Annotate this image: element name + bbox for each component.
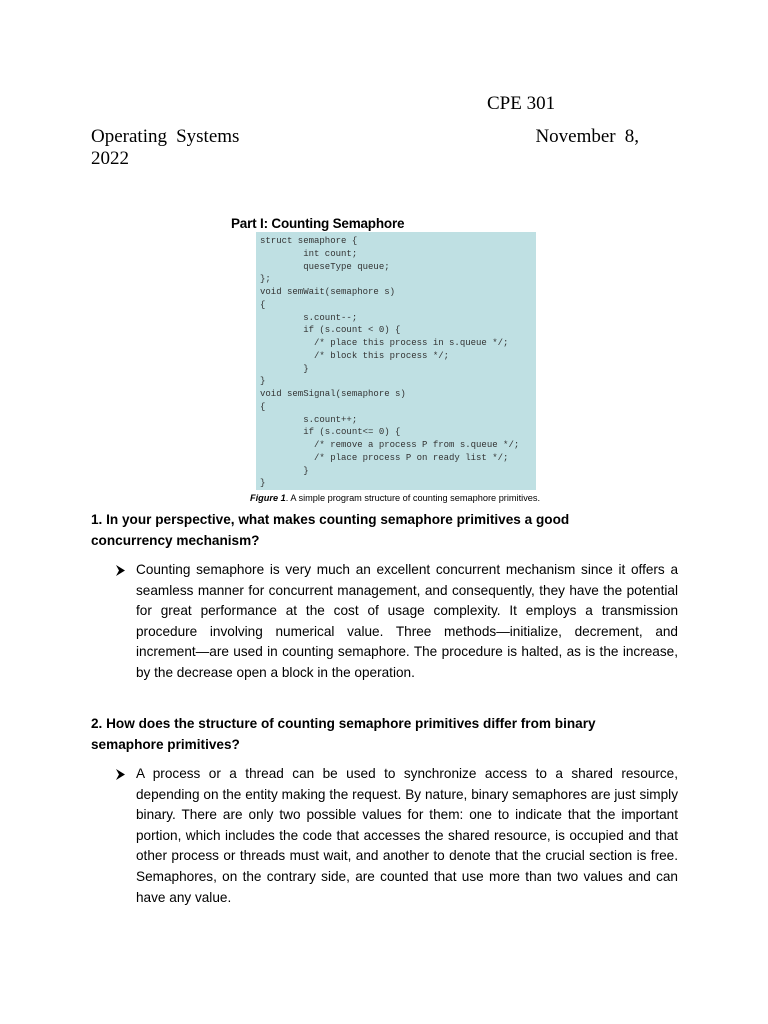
caption-text: . A simple program structure of counting semaphore primitives. <box>285 493 541 503</box>
code-line: } <box>260 376 266 387</box>
code-line: if (s.count < 0) { <box>260 325 401 336</box>
code-line: s.count++; <box>260 414 358 425</box>
subject-title: Operating Systems <box>91 126 240 147</box>
code-line: if (s.count<= 0) { <box>260 427 401 438</box>
code-line: }; <box>260 274 271 285</box>
date-year: 2022 <box>91 148 129 169</box>
code-line: } <box>260 465 309 476</box>
code-line: void semWait(semaphore s) <box>260 287 396 297</box>
code-line: } <box>260 363 309 374</box>
figure-1 <box>231 216 543 504</box>
code-listing <box>256 232 536 490</box>
question-1: 1. In your perspective, what makes counting semaphore primitives a good concurrency mechanism? <box>91 512 570 548</box>
date-month-day: November 8, <box>535 126 639 147</box>
code-line: /* block this process */; <box>260 350 450 361</box>
code-line: struct semaphore { <box>260 236 358 246</box>
code-line: } <box>260 478 266 489</box>
code-line: { <box>260 401 266 412</box>
figure-caption <box>250 492 543 504</box>
code-line: /* remove a process P from s.queue */; <box>260 440 520 450</box>
answer-2-text: A process or a thread can be used to synchronize access to a shared resource, depending on the entity making the request. By nature, binary semaphores are just simply binary. There are only two possible values for them: one to indicate that the important portion, which includes the code that accesses the shared resource, is occupied and that other process or threads must wait, and another to denote that the crucial section is free. Semaphores, on the contrary side, are counted that use more than two values and can have any value. <box>136 766 678 905</box>
course-code: CPE 301 <box>487 93 556 114</box>
answer-1-text: Counting semaphore is very much an excellent concurrent mechanism since it offers a seamless manner for concurrent management, and consequently, they have the potential for great performance at the cost of usage complexity. It employs a transmission procedure involving numerical value. Three methods—initialize, decrement, and increment—are used in counting semaphore. The procedure is halted, as is the increase, by the decrease open a block in the operation. <box>136 562 678 680</box>
code-line: /* place process P on ready list */; <box>260 452 509 463</box>
question-2: 2. How does the structure of counting semaphore primitives differ from binary semaphore primitives? <box>91 716 596 752</box>
code-line: s.count--; <box>260 312 358 323</box>
code-line: /* place this process in s.queue */; <box>260 338 509 348</box>
figure-title: Part I: Counting Semaphore <box>231 216 405 231</box>
code-line: int count; <box>260 248 358 259</box>
answer-1 <box>114 560 678 684</box>
answer-2 <box>114 764 678 908</box>
code-line: queseType queue; <box>260 261 390 272</box>
arrow-bullet-icon <box>114 764 130 785</box>
header-line <box>91 126 639 170</box>
code-line: void semSignal(semaphore s) <box>260 389 406 399</box>
arrow-bullet-icon <box>114 560 130 581</box>
code-line: { <box>260 299 266 310</box>
caption-label: Figure 1 <box>250 493 286 503</box>
